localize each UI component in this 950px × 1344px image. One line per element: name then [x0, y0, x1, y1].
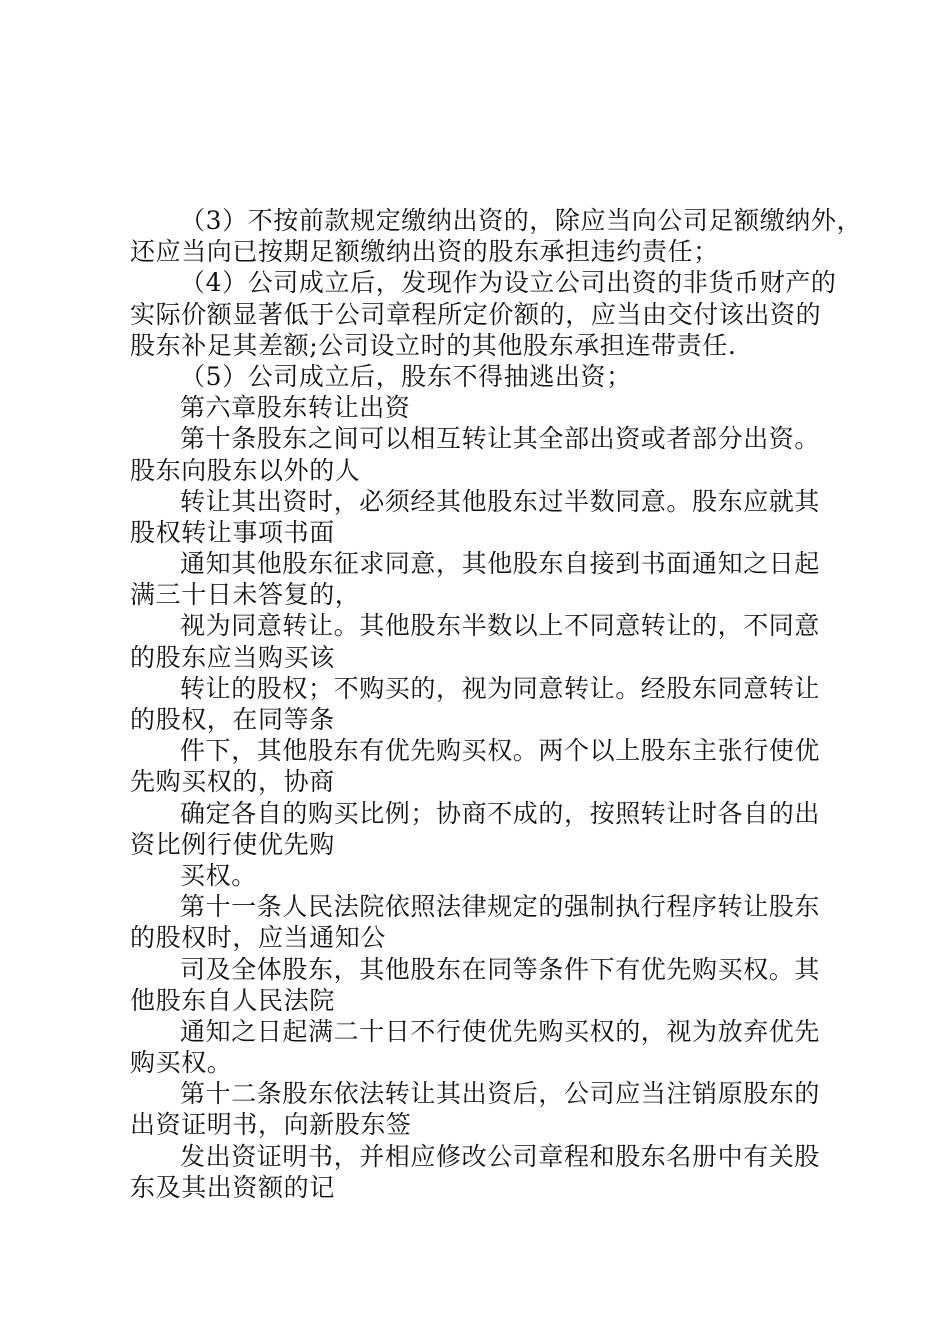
- text-line: （4）公司成立后，发现作为设立公司出资的非货币财产的: [180, 268, 837, 298]
- text-line: 通知其他股东征求同意，其他股东自接到书面通知之日起: [180, 549, 821, 579]
- text-line: 确定各自的购买比例；协商不成的，按照转让时各自的出: [180, 798, 821, 828]
- text-line: 第十条股东之间可以相互转让其全部出资或者部分出资。: [180, 424, 821, 454]
- text-line: 司及全体股东，其他股东在同等条件下有优先购买权。其: [180, 954, 821, 984]
- text-line: 他股东自人民法院: [130, 985, 335, 1015]
- text-line: 股东向股东以外的人: [130, 455, 361, 485]
- text-line: 第六章股东转让出资: [180, 393, 411, 423]
- text-line: 转让其出资时，必须经其他股东过半数同意。股东应就其: [180, 486, 821, 516]
- text-line: 转让的股权；不购买的，视为同意转让。经股东同意转让: [180, 673, 821, 703]
- text-line: 还应当向已按期足额缴纳出资的股东承担违约责任；: [130, 237, 719, 267]
- text-line: 第十二条股东依法转让其出资后，公司应当注销原股东的: [180, 1079, 821, 1109]
- text-line: 件下，其他股东有优先购买权。两个以上股东主张行使优: [180, 736, 821, 766]
- text-line: 股东补足其差额;公司设立时的其他股东承担连带责任.: [130, 330, 737, 360]
- document-body: [130, 205, 863, 1203]
- text-line: 买权。: [180, 860, 257, 890]
- text-line: 东及其出资额的记: [130, 1172, 335, 1202]
- text-line: 出资证明书，向新股东签: [130, 1110, 412, 1140]
- text-line: （3）不按前款规定缴纳出资的，除应当向公司足额缴纳外，: [180, 206, 863, 235]
- text-line: 第十一条人民法院依照法律规定的强制执行程序转让股东: [180, 892, 821, 922]
- text-line: 股权转让事项书面: [130, 517, 335, 547]
- text-line: 的股东应当购买该: [130, 642, 335, 672]
- text-line: 满三十日未答复的，: [130, 580, 361, 610]
- text-line: 购买权。: [130, 1048, 233, 1078]
- text-line: 发出资证明书，并相应修改公司章程和股东名册中有关股: [180, 1141, 821, 1171]
- text-line: 资比例行使优先购: [130, 829, 335, 859]
- text-line: （5）公司成立后，股东不得抽逃出资；: [180, 361, 632, 391]
- text-line: 通知之日起满二十日不行使优先购买权的，视为放弃优先: [180, 1016, 821, 1046]
- text-line: 的股权时，应当通知公: [130, 923, 387, 953]
- text-line: 先购买权的，协商: [130, 767, 335, 797]
- text-line: 的股权，在同等条: [130, 705, 335, 734]
- text-line: 实际价额显著低于公司章程所定价额的，应当由交付该出资的: [130, 299, 822, 329]
- text-line: 视为同意转让。其他股东半数以上不同意转让的，不同意: [180, 611, 821, 641]
